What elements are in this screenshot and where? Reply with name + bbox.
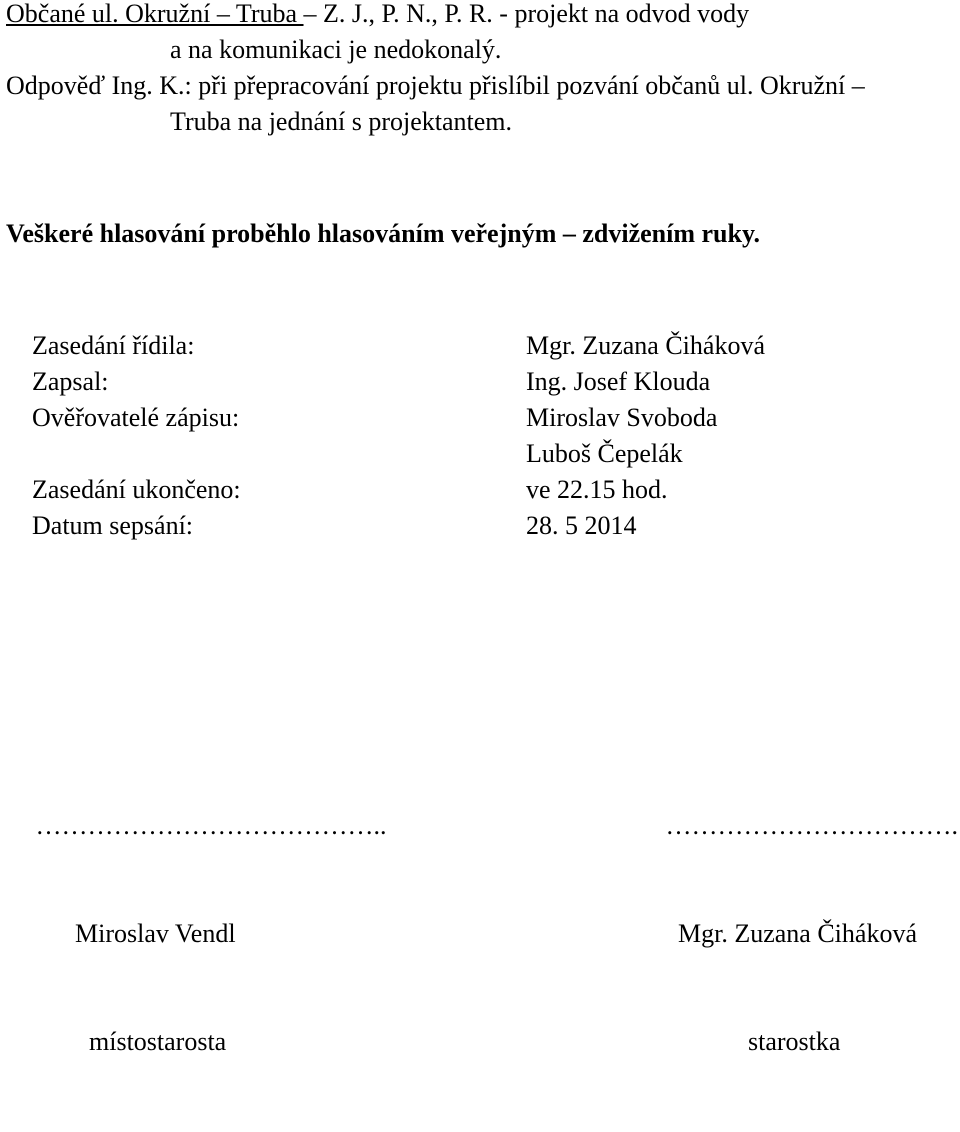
note-line-1-underlined: Občané ul. Okružní – Truba <box>6 0 304 28</box>
signature-name: Mgr. Zuzana Čiháková <box>678 919 917 948</box>
answer-line-1: Odpověď Ing. K.: při přepracování projektu přislíbil pozvání občanů ul. Okružní – <box>6 71 865 100</box>
voting-statement: Veškeré hlasování proběhlo hlasováním veřejným – zdvižením ruky. <box>6 219 761 248</box>
note-line-2: a na komunikaci je nedokonalý. <box>170 35 502 64</box>
field-value: Luboš Čepelák <box>526 439 683 468</box>
field-row-date <box>6 472 637 580</box>
field-value: 28. 5 2014 <box>526 511 637 540</box>
field-label: Zapsal: <box>32 367 109 396</box>
signature-dots: ……………………………. <box>665 811 958 840</box>
signature-name: Miroslav Vendl <box>75 919 236 948</box>
field-value: Ing. Josef Klouda <box>526 367 711 396</box>
field-label: Zasedání řídila: <box>32 331 195 360</box>
signature-dots: ………………………………….. <box>35 811 387 840</box>
field-value: Miroslav Svoboda <box>526 403 718 432</box>
field-label: Ověřovatelé zápisu: <box>32 403 240 432</box>
field-value: ve 22.15 hod. <box>526 475 668 504</box>
signature-role: starostka <box>748 1027 841 1056</box>
field-label: Datum sepsání: <box>32 511 194 540</box>
note-line-1 <box>6 0 749 32</box>
signature-left <box>6 736 416 1132</box>
field-label: Zasedání ukončeno: <box>32 475 241 504</box>
field-value: Mgr. Zuzana Čiháková <box>526 331 765 360</box>
note-line-1-rest: – Z. J., P. N., P. R. - projekt na odvod vody <box>303 0 750 28</box>
signature-role: místostarosta <box>89 1027 227 1056</box>
answer-line-2: Truba na jednání s projektantem. <box>170 107 513 136</box>
signature-right <box>640 736 958 1132</box>
